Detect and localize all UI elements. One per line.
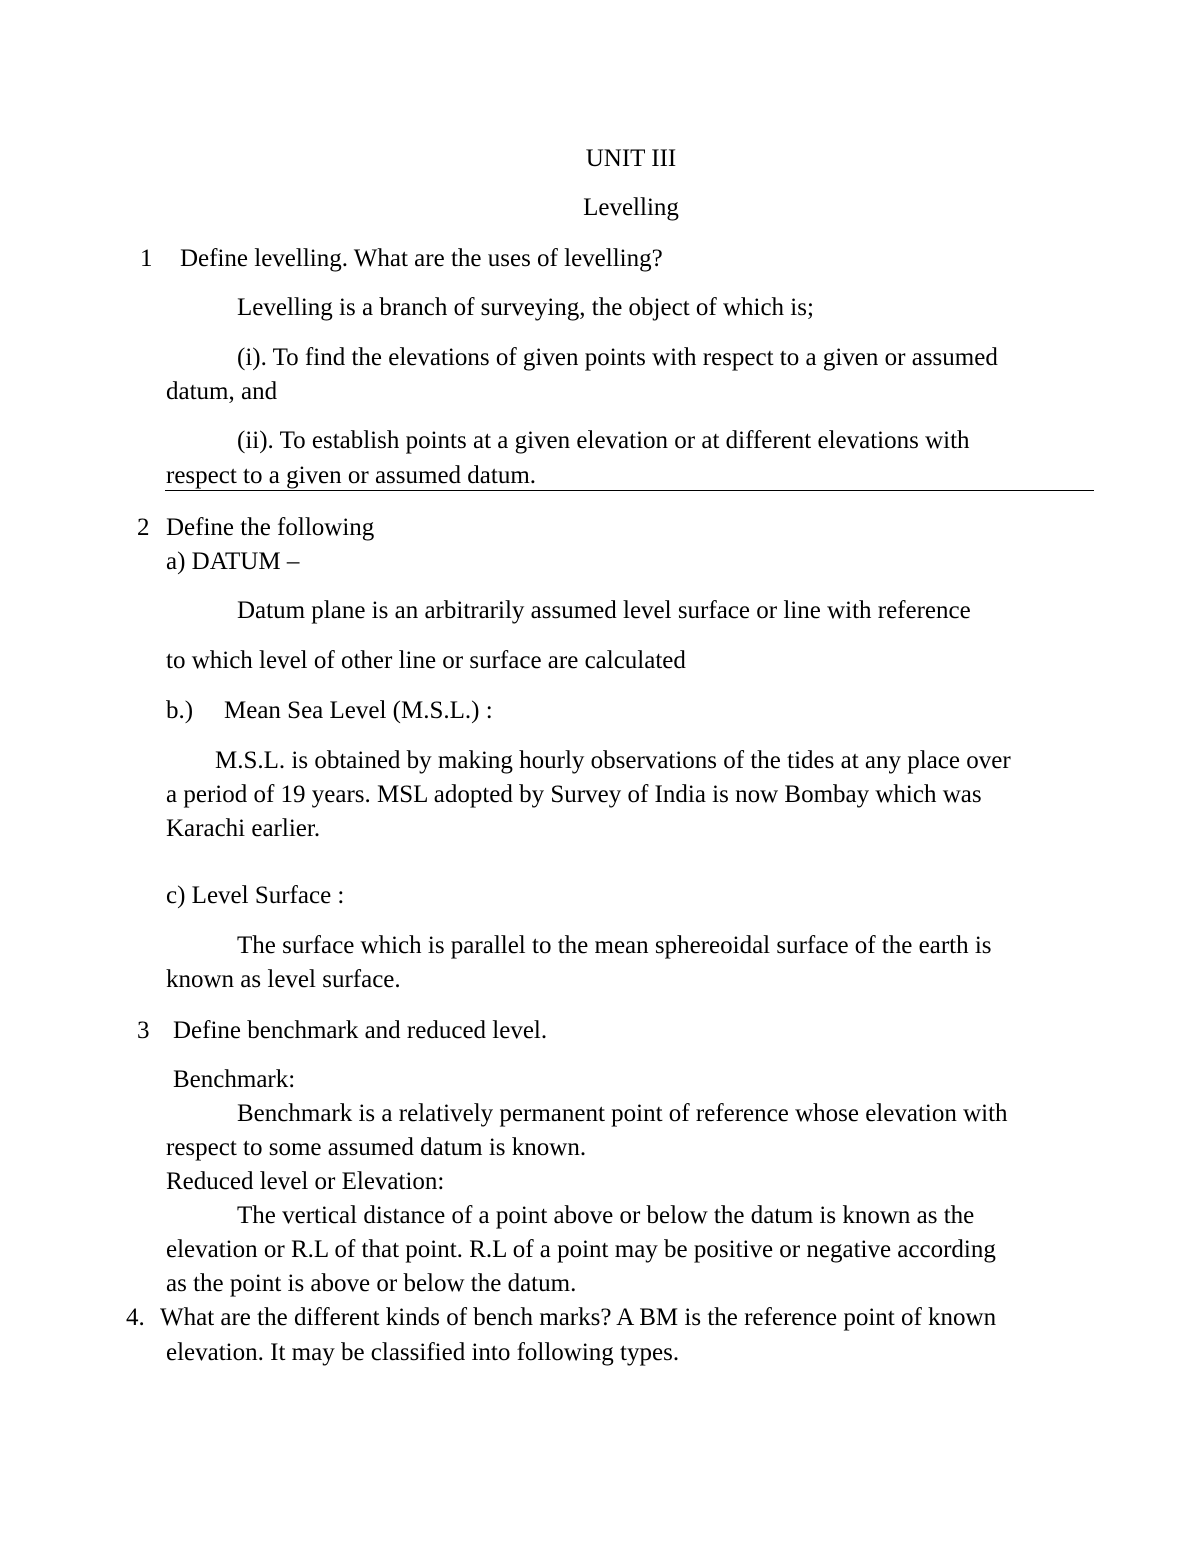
q2-a-heading: a) DATUM – [166,548,300,575]
unit-title: UNIT III [585,145,677,172]
q1-question: Define levelling. What are the uses of levelling? [180,245,663,272]
q4-line2: elevation. It may be classified into following types. [166,1339,680,1366]
q2-question: Define the following [166,514,375,541]
topic-title: Levelling [583,194,679,221]
q2-b-line1: M.S.L. is obtained by making hourly observations of the tides at any place over [215,747,1011,774]
q1-point2-line2: respect to a given or assumed datum. [166,462,537,489]
q1-intro: Levelling is a branch of surveying, the object of which is; [237,294,814,321]
q2-b-line2: a period of 19 years. MSL adopted by Survey of India is now Bombay which was [166,781,982,808]
q1-point2-line1: (ii). To establish points at a given elevation or at different elevations with [237,427,970,454]
q2-c-line1: The surface which is parallel to the mean sphereoidal surface of the earth is [237,932,992,959]
q3-benchmark-heading: Benchmark: [173,1066,296,1093]
q2-a-line1: Datum plane is an arbitrarily assumed level surface or line with reference [237,597,971,624]
q4-number: 4. [126,1304,145,1331]
q2-c-line2: known as level surface. [166,966,401,993]
section-divider [165,490,1094,491]
q2-b-heading: Mean Sea Level (M.S.L.) : [224,697,493,724]
q3-rl-heading: Reduced level or Elevation: [166,1168,445,1195]
q3-rl-line3: as the point is above or below the datum. [166,1270,577,1297]
q3-benchmark-line2: respect to some assumed datum is known. [166,1134,587,1161]
q3-rl-line1: The vertical distance of a point above or below the datum is known as the [237,1202,975,1229]
q3-number: 3 [137,1017,150,1044]
q2-a-line2: to which level of other line or surface are calculated [166,647,686,674]
q1-point1-line1: (i). To find the elevations of given points with respect to a given or assumed [237,344,998,371]
q2-c-heading: c) Level Surface : [166,882,345,909]
q3-question: Define benchmark and reduced level. [173,1017,548,1044]
q4-line1: What are the different kinds of bench marks? A BM is the reference point of known [160,1304,997,1331]
q2-b-line3: Karachi earlier. [166,815,321,842]
q3-rl-line2: elevation or R.L of that point. R.L of a point may be positive or negative according [166,1236,996,1263]
q1-point1-line2: datum, and [166,378,278,405]
q2-number: 2 [137,514,150,541]
q2-b-label: b.) [166,697,194,724]
q1-number: 1 [140,245,153,272]
q3-benchmark-line1: Benchmark is a relatively permanent point of reference whose elevation with [237,1100,1008,1127]
